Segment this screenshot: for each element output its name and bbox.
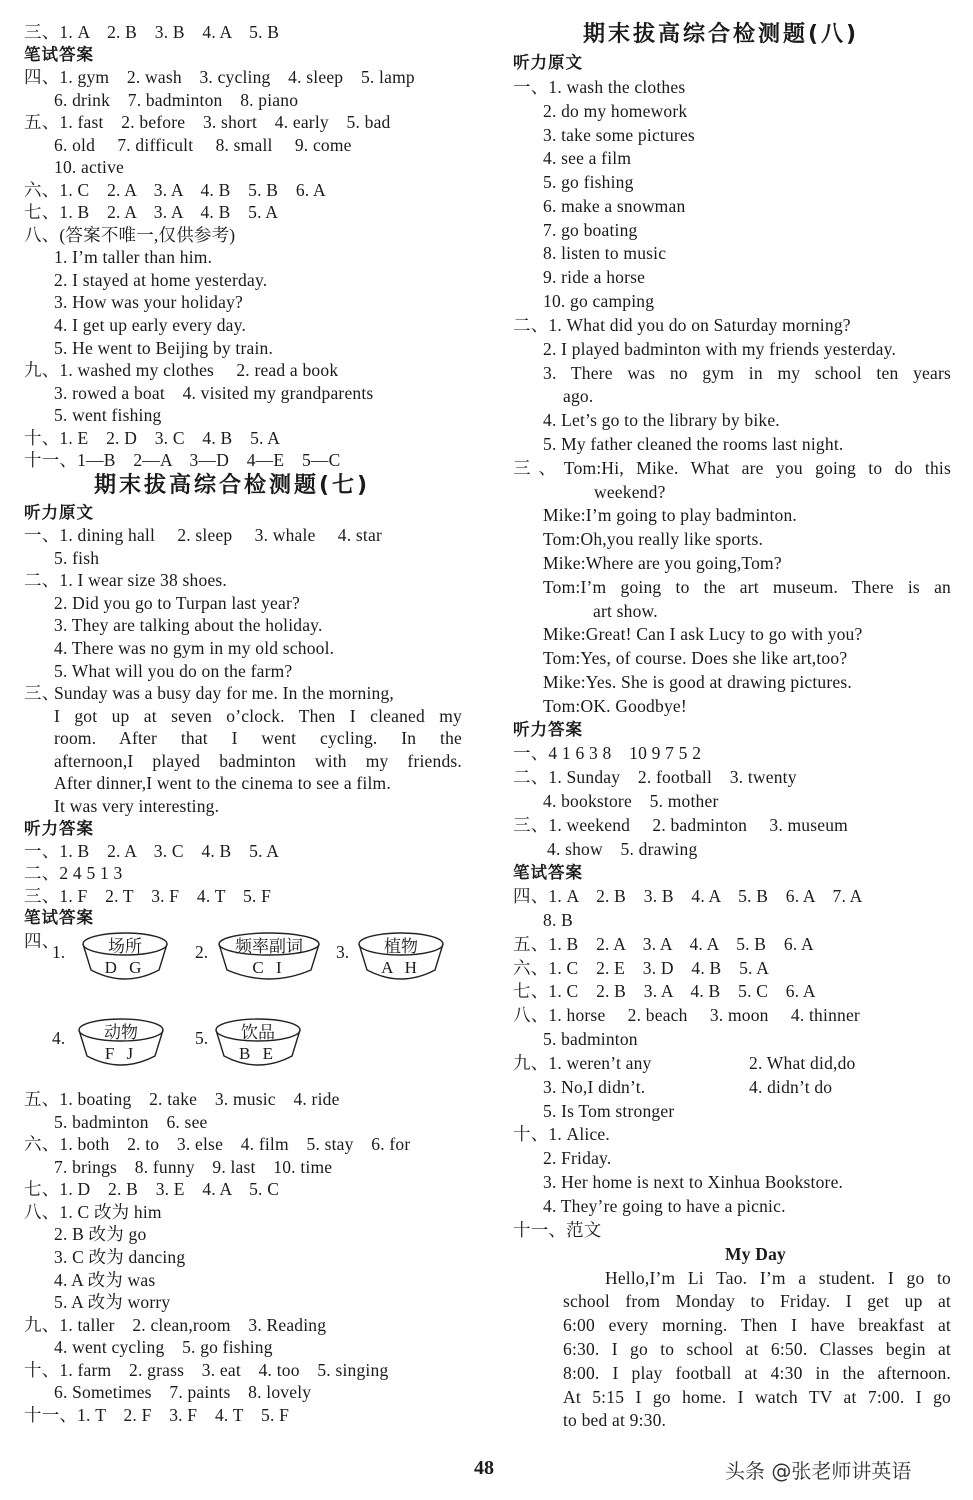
bowl-diagram: [357, 932, 445, 982]
answer-line: 5. went fishing: [54, 405, 162, 425]
bowl-category: 植物: [384, 937, 418, 956]
dialogue-line: weekend?: [594, 482, 666, 502]
answer-line: 一、4 1 6 3 8 10 9 7 5 2: [513, 743, 702, 763]
bowl-answer: D G: [104, 958, 146, 977]
answer-line: 四、1. A 2. B 3. B 4. A 5. B 6. A 7. A: [513, 886, 863, 906]
answer-line: 十一、1. T 2. F 3. F 4. T 5. F: [24, 1405, 290, 1425]
answer-line: 2. Did you go to Turpan last year?: [54, 593, 300, 613]
answer-line: 三、1. A 2. B 3. B 4. A 5. B: [24, 22, 280, 42]
bowl-answer: B E: [239, 1044, 277, 1063]
answer-line: 七、1. B 2. A 3. A 4. B 5. A: [24, 202, 279, 222]
answer-line: 一、1. B 2. A 3. C 4. B 5. A: [24, 841, 280, 861]
answer-line: 五、1. boating 2. take 3. music 4. ride: [24, 1089, 340, 1109]
bowl-diagram: [217, 932, 321, 982]
answer-line: 二、1. What did you do on Saturday morning?: [513, 315, 851, 335]
bowl-number: 1.: [52, 942, 66, 962]
answer-line: 5. A 改为 worry: [54, 1292, 171, 1312]
answer-line: 6. make a snowman: [543, 196, 686, 216]
answer-line: 7. brings 8. funny 9. last 10. time: [54, 1157, 333, 1177]
answer-line: 6. old 7. difficult 8. small 9. come: [54, 135, 352, 155]
bowl-answer: A H: [381, 958, 421, 977]
answer-line: 十一、范文: [513, 1220, 602, 1240]
answer-line: 3. There was no gym in my school ten years: [543, 363, 951, 383]
dialogue-line: Tom:OK. Goodbye!: [543, 696, 687, 716]
answer-line: 4. Let’s go to the library by bike.: [543, 410, 780, 430]
answer-line: 4. There was no gym in my old school.: [54, 638, 335, 658]
answer-line: 5. Is Tom stronger: [543, 1101, 675, 1121]
bowl-number: 3.: [336, 942, 350, 962]
bowl-answer: C I: [252, 958, 286, 977]
answer-line: 4. didn’t do: [749, 1077, 833, 1097]
answer-line: 七、1. C 2. B 3. A 4. B 5. C 6. A: [513, 981, 816, 1001]
section-heading-listening-answers: 听力答案: [513, 720, 583, 739]
answer-line: 2. I played badminton with my friends yesterday.: [543, 339, 897, 359]
answer-line: 5. What will you do on the farm?: [54, 661, 293, 681]
dialogue-line: Tom:Yes, of course. Does she like art,too?: [543, 648, 848, 668]
dialogue-line: 三、Tom:Hi, Mike. What are you going to do this: [513, 458, 951, 478]
answer-line: 8. B: [543, 910, 573, 930]
answer-line: 1. I’m taller than him.: [54, 247, 213, 267]
answer-line: 7. go boating: [543, 220, 638, 240]
answer-line: 六、1. both 2. to 3. else 4. film 5. stay 6. for: [24, 1134, 411, 1154]
answer-line: 5. fish: [54, 548, 100, 568]
section-heading-written: 笔试答案: [24, 908, 94, 927]
answer-line: 九、1. washed my clothes 2. read a book: [24, 360, 339, 380]
answer-line: 三、1. F 2. T 3. F 4. T 5. F: [24, 886, 272, 906]
answer-line: 3. Her home is next to Xinhua Bookstore.: [543, 1172, 844, 1192]
bowl-diagram: [77, 1018, 165, 1068]
dialogue-line: Mike:I’m going to play badminton.: [543, 505, 798, 525]
answer-line: 5. badminton 6. see: [54, 1112, 208, 1132]
essay-line: school from Monday to Friday. I get up at: [563, 1291, 951, 1311]
section-heading-written: 笔试答案: [513, 863, 583, 882]
answer-line: 七、1. D 2. B 3. E 4. A 5. C: [24, 1179, 280, 1199]
bowl-category: 动物: [104, 1023, 138, 1042]
essay-title: My Day: [725, 1244, 786, 1264]
answer-line: 4. I get up early every day.: [54, 315, 247, 335]
answer-line: 4. show 5. drawing: [547, 839, 698, 859]
answer-line: 六、1. C 2. A 3. A 4. B 5. B 6. A: [24, 180, 326, 200]
dialogue-line: art show.: [593, 601, 658, 621]
answer-line: 3. rowed a boat 4. visited my grandparents: [54, 383, 374, 403]
essay-line: Hello,I’m Li Tao. I’m a student. I go to: [605, 1268, 951, 1288]
answer-line: 十、1. E 2. D 3. C 4. B 5. A: [24, 428, 281, 448]
answer-line: 5. He went to Beijing by train.: [54, 338, 274, 358]
dialogue-line: Mike:Where are you going,Tom?: [543, 553, 782, 573]
answer-line: 二、1. I wear size 38 shoes.: [24, 570, 227, 590]
test-title-7: 期末拔高综合检测题(七): [94, 473, 371, 498]
answer-line: 八、(答案不唯一,仅供参考): [24, 225, 236, 245]
bowl-diagram: [81, 932, 169, 982]
page-number: 48: [474, 1457, 494, 1479]
section-heading-listening-text: 听力原文: [513, 53, 583, 72]
answer-line: 3. How was your holiday?: [54, 292, 244, 312]
answer-line: 一、1. dining hall 2. sleep 3. whale 4. star: [24, 525, 382, 545]
answer-line: 5. badminton: [543, 1029, 638, 1049]
answer-line: 二、1. Sunday 2. football 3. twenty: [513, 767, 797, 787]
essay-line: 6:00 every morning. Then I have breakfast at: [563, 1315, 951, 1335]
bowl-number: 5.: [195, 1028, 209, 1048]
bowl-category: 场所: [108, 937, 142, 956]
answer-line: 3. They are talking about the holiday.: [54, 615, 323, 635]
answer-line: 八、1. C 改为 him: [24, 1202, 162, 1222]
watermark: 头条 @张老师讲英语: [725, 1459, 912, 1483]
answer-line: 2. Friday.: [543, 1148, 612, 1168]
answer-line: 3. take some pictures: [543, 125, 695, 145]
answer-line: ago.: [563, 386, 594, 406]
answer-line: 9. ride a horse: [543, 267, 646, 287]
dialogue-line: Mike:Yes. She is good at drawing pictures.: [543, 672, 852, 692]
answer-line: 五、1. B 2. A 3. A 4. A 5. B 6. A: [513, 934, 814, 954]
answer-line: 四、1. gym 2. wash 3. cycling 4. sleep 5. lamp: [24, 67, 415, 87]
answer-line: 4. see a film: [543, 148, 632, 168]
passage-line: [54, 682, 462, 704]
answer-line: 2. I stayed at home yesterday.: [54, 270, 268, 290]
passage-line: It was very interesting.: [54, 796, 220, 816]
answer-line: 十一、1—B 2—A 3—D 4—E 5—C: [24, 450, 341, 470]
passage-line: After dinner,I went to the cinema to see a film.: [54, 773, 391, 793]
bowl-category: 饮品: [241, 1023, 275, 1042]
answer-line: 十、1. farm 2. grass 3. eat 4. too 5. singing: [24, 1360, 389, 1380]
section-label: 四、: [24, 931, 60, 951]
bowl-category: 频率副词: [235, 937, 303, 956]
answer-line: 五、1. fast 2. before 3. short 4. early 5. bad: [24, 112, 391, 132]
passage-text: Sunday was a busy day for me. In the morning,: [54, 683, 394, 703]
answer-line: 3. No,I didn’t.: [543, 1077, 646, 1097]
answer-line: 5. My father cleaned the rooms last night.: [543, 434, 844, 454]
dialogue-line: Tom:I’m going to the art museum. There is an: [543, 577, 951, 597]
passage-line: afternoon,I played badminton with my friends.: [54, 751, 462, 771]
answer-line: 4. A 改为 was: [54, 1270, 156, 1290]
answer-line: 二、2 4 5 1 3: [24, 863, 123, 883]
answer-line: 六、1. C 2. E 3. D 4. B 5. A: [513, 958, 770, 978]
answer-line: 九、1. weren’t any: [513, 1053, 652, 1073]
answer-line: 10. active: [54, 157, 125, 177]
answer-line: 八、1. horse 2. beach 3. moon 4. thinner: [513, 1005, 860, 1025]
answer-line: 三、1. weekend 2. badminton 3. museum: [513, 815, 848, 835]
bowl-answer: F J: [104, 1044, 138, 1063]
answer-line: 8. listen to music: [543, 243, 667, 263]
section-label: 三、: [24, 683, 60, 703]
answer-line: 5. go fishing: [543, 172, 634, 192]
essay-line: 6:30. I go to school at 6:50. Classes begin at: [563, 1339, 951, 1359]
answer-line: 十、1. Alice.: [513, 1124, 610, 1144]
passage-line: I got up at seven o’clock. Then I cleaned my: [54, 706, 462, 726]
answer-line: 九、1. taller 2. clean,room 3. Reading: [24, 1315, 327, 1335]
answer-line: 4. They’re going to have a picnic.: [543, 1196, 786, 1216]
essay-line: 8:00. I play football at 4:30 in the afternoon.: [563, 1363, 951, 1383]
answer-line: 6. Sometimes 7. paints 8. lovely: [54, 1382, 312, 1402]
bowl-diagram: [214, 1018, 302, 1068]
bowl-number: 4.: [52, 1028, 66, 1048]
answer-line: 2. do my homework: [543, 101, 688, 121]
answer-line: 10. go camping: [543, 291, 655, 311]
answer-line: 4. went cycling 5. go fishing: [54, 1337, 273, 1357]
section-heading-listening-text: 听力原文: [24, 503, 94, 522]
answer-line: 4. bookstore 5. mother: [543, 791, 719, 811]
essay-line: to bed at 9:30.: [563, 1410, 667, 1430]
section-heading-listening-answers: 听力答案: [24, 819, 94, 838]
answer-line: 2. B 改为 go: [54, 1224, 147, 1244]
dialogue-line: Mike:Great! Can I ask Lucy to go with you?: [543, 624, 863, 644]
answer-line: 一、1. wash the clothes: [513, 77, 686, 97]
test-title-8: 期末拔高综合检测题(八): [583, 22, 860, 47]
essay-line: At 5:15 I go home. I watch TV at 7:00. I go: [563, 1387, 951, 1407]
answer-line: 6. drink 7. badminton 8. piano: [54, 90, 299, 110]
passage-line: room. After that I went cycling. In the: [54, 728, 462, 748]
section-heading-written: 笔试答案: [24, 45, 94, 64]
answer-line: 2. What did,do: [749, 1053, 856, 1073]
bowl-number: 2.: [195, 942, 209, 962]
answer-line: 3. C 改为 dancing: [54, 1247, 186, 1267]
dialogue-line: Tom:Oh,you really like sports.: [543, 529, 764, 549]
